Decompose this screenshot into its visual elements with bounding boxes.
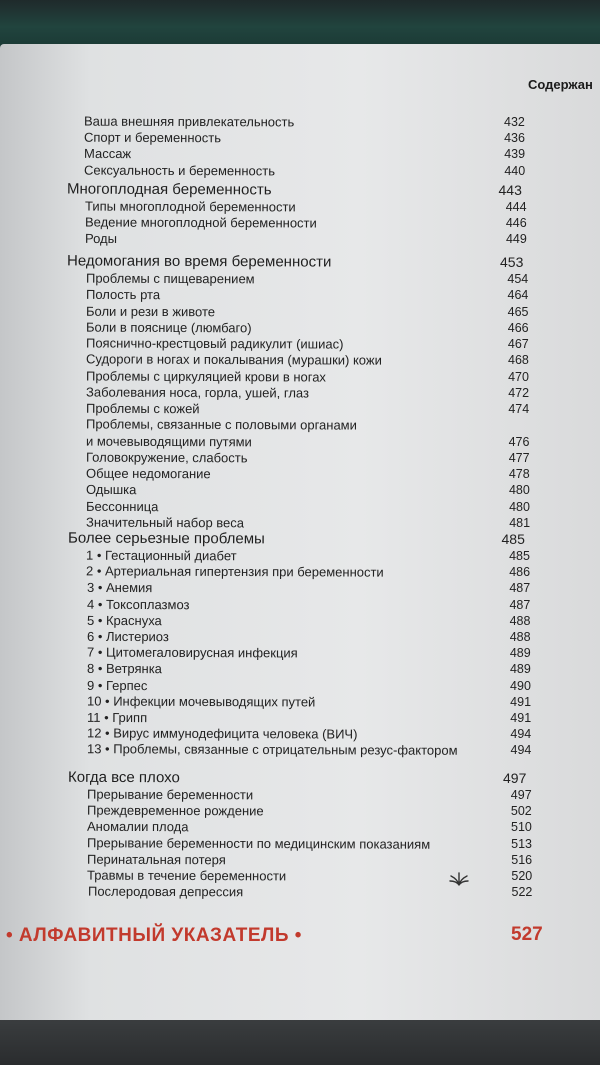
toc-entry-page: 432 xyxy=(504,115,525,129)
section-heading: Многоплодная беременность xyxy=(66,180,272,199)
toc-entry-page: 480 xyxy=(508,483,530,498)
alphabetical-index-page: 527 xyxy=(511,924,543,945)
toc-entry: Прерывание беременности xyxy=(87,786,254,803)
toc-entry: 2 • Артериальная гипертензия при беременности xyxy=(86,563,385,580)
toc-entry-page: 491 xyxy=(510,694,532,709)
toc-entry: Значительный набор веса xyxy=(86,514,245,531)
toc-entry: 9 • Герпес xyxy=(86,677,148,693)
toc-entry: Пояснично-крестцовый радикулит (ишиас) xyxy=(85,335,344,352)
toc-entry: Проблемы с пищеварением xyxy=(85,270,255,287)
toc-entry: Травмы в течение беременности xyxy=(87,867,287,884)
toc-entry-page: 477 xyxy=(508,450,530,465)
toc-entry: Преждевременное рождение xyxy=(87,802,264,819)
toc-entry-page: 476 xyxy=(508,434,530,449)
toc-entry-page: 470 xyxy=(508,369,529,384)
section-heading: Недомогания во время беременности xyxy=(67,252,332,271)
toc-entry: 7 • Цитомегаловирусная инфекция xyxy=(86,644,298,661)
toc-entry: Боли в пояснице (люмбаго) xyxy=(85,319,252,336)
toc-entry: и мочевыводящими путями xyxy=(86,433,252,449)
toc-entry-page: 502 xyxy=(510,804,532,819)
toc-entry-page: 467 xyxy=(507,337,529,351)
toc-entry-page: 489 xyxy=(509,646,531,661)
toc-entry-page: 486 xyxy=(509,565,531,580)
toc-entry-page: 440 xyxy=(504,163,526,178)
toc-entry-page: 466 xyxy=(507,320,529,335)
toc-entry: 13 • Проблемы, связанные с отрицательным резус-фактором xyxy=(86,741,458,759)
toc-entry: 4 • Токсоплазмоз xyxy=(86,596,190,612)
toc-entry: Полость рта xyxy=(85,287,160,303)
toc-entry-page: 464 xyxy=(507,288,529,303)
toc-entry: Спорт и беременность xyxy=(84,129,222,146)
toc-entry: Прерывание беременности по медицинским показаниям xyxy=(87,834,431,852)
toc-entry: Головокружение, слабость xyxy=(86,449,248,466)
toc-entry-page: 487 xyxy=(509,597,531,612)
toc-entry-page: 513 xyxy=(511,836,533,851)
toc-entry-page: 489 xyxy=(509,662,531,677)
toc-entry-page: 446 xyxy=(505,216,527,231)
toc-entry-page: 444 xyxy=(505,200,527,214)
section-heading-page: 443 xyxy=(498,182,522,198)
alphabetical-index-heading: • АЛФАВИТНЫЙ УКАЗАТЕЛЬ • xyxy=(6,925,302,946)
toc-entry: Перинатальная потеря xyxy=(87,851,227,868)
fleuron-icon xyxy=(449,872,469,886)
toc-entry: Проблемы с циркуляцией крови в ногах xyxy=(85,367,326,385)
toc-entry-page: 487 xyxy=(509,581,531,596)
toc-entry: 1 • Гестационный диабет xyxy=(86,547,238,564)
toc-entry: 10 • Инфекции мочевыводящих путей xyxy=(86,693,316,710)
section-heading-page: 453 xyxy=(500,254,524,270)
toc-entry-page: 494 xyxy=(510,727,532,742)
toc-entry-page: 436 xyxy=(504,131,525,146)
toc-entry: 5 • Краснуха xyxy=(86,612,162,628)
toc-entry-page: 465 xyxy=(507,304,529,319)
toc-entry: Роды xyxy=(84,231,117,247)
toc-entry: Ваша внешняя привлекательность xyxy=(83,113,295,130)
toc-entry-page: 520 xyxy=(511,869,533,883)
toc-entry-page: 454 xyxy=(507,272,529,286)
toc-entry-page: 472 xyxy=(508,385,530,400)
toc-entry-page: 490 xyxy=(510,678,531,693)
toc-entry: Сексуальность и беременность xyxy=(84,162,276,179)
toc-entry-page: 474 xyxy=(508,402,530,416)
toc-entry: Боли и рези в животе xyxy=(85,303,215,319)
toc-entry: Аномалии плода xyxy=(87,819,189,835)
toc-entry: Проблемы, связанные с половыми органами xyxy=(86,416,357,433)
toc-entry-page: 439 xyxy=(504,147,526,162)
toc-entry: Послеродовая депрессия xyxy=(87,883,243,900)
running-head: Содержан xyxy=(528,77,593,92)
toc-entry: Заболевания носа, горла, ушей, глаз xyxy=(85,384,309,401)
toc-entry: Общее недомогание xyxy=(86,465,211,482)
toc-entry: Бессонница xyxy=(86,498,159,514)
toc-entry: Одышка xyxy=(86,482,137,498)
section-heading-page: 485 xyxy=(501,531,525,547)
section-heading-page: 497 xyxy=(503,770,527,786)
toc-entry: Судороги в ногах и покалывания (мурашки) кожи xyxy=(85,351,382,368)
toc-entry: Проблемы с кожей xyxy=(85,400,200,417)
toc-entry-page: 488 xyxy=(509,613,531,628)
toc-entry-page: 497 xyxy=(510,788,532,802)
toc-entry-page: 510 xyxy=(511,820,532,835)
toc-entry-page: 488 xyxy=(509,630,531,644)
toc-entry: 3 • Анемия xyxy=(86,580,152,596)
toc-entry: Ведение многоплодной беременности xyxy=(84,214,317,231)
toc-entry-page: 449 xyxy=(505,232,527,247)
toc-entry-page: 468 xyxy=(508,353,529,368)
toc-entry: 6 • Листериоз xyxy=(86,628,169,645)
toc-entry: 12 • Вирус иммунодефицита человека (ВИЧ) xyxy=(86,725,358,742)
toc-entry: 11 • Грипп xyxy=(86,709,148,726)
toc-entry-page: 491 xyxy=(510,711,532,725)
toc-entry-page: 485 xyxy=(509,549,530,563)
toc-entry-page: 494 xyxy=(510,743,532,758)
section-heading: Более серьезные проблемы xyxy=(67,529,265,548)
toc-entry: Типы многоплодной беременности xyxy=(84,198,296,215)
toc-entry: Массаж xyxy=(84,146,132,162)
toc-entry-page: 478 xyxy=(508,467,530,481)
section-heading: Когда все плохо xyxy=(68,768,181,787)
toc-entry: 8 • Ветрянка xyxy=(86,661,162,677)
toc-entry-page: 481 xyxy=(509,515,531,530)
toc-entry-page: 516 xyxy=(511,852,533,867)
toc-entry-page: 522 xyxy=(511,885,533,900)
toc-entry-page: 480 xyxy=(509,499,530,514)
